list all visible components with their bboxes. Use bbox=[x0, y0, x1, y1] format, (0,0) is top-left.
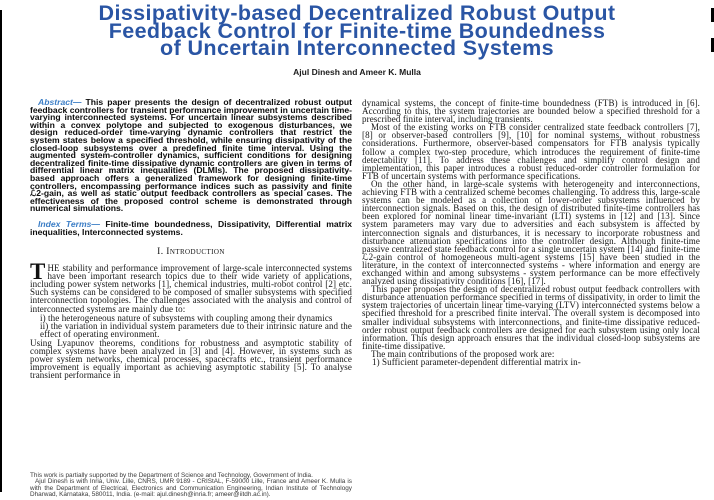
intro-paragraph-1 bbox=[30, 259, 352, 314]
abstract-text: This paper presents the design of decentralized robust output feedback controllers for transient performance improvement in uncertain time-varying interconnected systems. For uncertain linear subsystems described within a convex polytope and subjected to exogenous disturbances, we design reduced-order time-varying dynamic controllers that restrict the system states below a specified threshold, while ensuring dissipativity of the closed-loop subsystems over a predefined finite time interval. Using the augmented system-controller dynamics, sufficient conditions for designing decentralized finite-time dissipative dynamic controllers are given in terms of differential linear matrix inequalities (DLMIs). The proposed dissipativity-based approach offers a generalized framework for designing finite-time controllers, encompassing performance indices such as passivity and finite ℒ2-gain, as well as static output feedback controllers as special cases. The effectiveness of the proposed control scheme is demonstrated through numerical simulations. bbox=[30, 99, 352, 214]
intro-paragraph-2: Using Lyapunov theorems, conditions for robustness and asymptotic stability of complex systems have been analyzed in [3] and [4]. However, in systems such as power system networks, chemical processes, spacecrafts etc., transient performance improvement is equally important as achieving asymptotic stability [5]. To analyse transient performance in bbox=[30, 337, 352, 381]
footnote-affiliations: Ajul Dinesh is with Inria, Univ. Lille, CNRS, UMR 9189 - CRIStAL, F-59000 Lille, France and Ameer K. Mulla is with the Department of Electrical, Electronics and Communication Engineering, Indian Institute of Technology Dharwad, Karnataka, 580011, India. (e-mail: ajul.dinesh@inria.fr; ameer@iitdh.ac.in). bbox=[30, 478, 352, 498]
paper-title bbox=[0, 1, 714, 60]
right-paragraph-2: Most of the existing works on FTB consider centralized state feedback controllers [7], [8] or observer-based controllers [9], [10] for nominal systems, without robustness considerations. Furthermore, observer-based compensators for FTB analysis typically follow a complex two-step procedure, which introduces the requirement of finite-time detectability [11]. To address these challenges and simplify control design and implementation, this paper introduces a robust reduced-order controller formulation for FTB of uncertain systems with performance specifications. bbox=[362, 122, 700, 181]
list-item: ii) the variation in individual system parameters due to their intrinsic nature and the effect of operating environment. bbox=[40, 320, 352, 339]
paper-title-line-3: of Uncertain Interconnected Systems bbox=[160, 36, 554, 60]
page-edge-mark-left bbox=[0, 10, 2, 492]
paper-title-line-1: Dissipativity-based Decentralized Robust Output bbox=[98, 1, 616, 25]
list-item: i) the heterogeneous nature of subsystems with coupling among their dynamics bbox=[40, 312, 333, 323]
intro-dropcap: T bbox=[30, 259, 46, 285]
abstract-label: Abstract— bbox=[38, 99, 82, 107]
right-paragraph-1: dynamical systems, the concept of finite-time boundedness (FTB) is introduced in [6]. According to this, the system trajectories are bounded below a specified threshold for a prescribed finite interval, including transients. bbox=[362, 99, 700, 125]
contributions-list bbox=[362, 358, 700, 366]
paper-title-line-2: Feedback Control for Finite-time Boundedness bbox=[108, 18, 606, 43]
footnote-funding: This work is partially supported by the Department of Science and Technology, Government of India. bbox=[30, 472, 313, 480]
abstract-paragraph bbox=[30, 99, 352, 213]
section-heading-introduction: I. Introduction bbox=[157, 247, 225, 258]
right-paragraph-3: On the other hand, in large-scale systems with heterogeneity and interconnections, achieving FTB with a centralized scheme becomes challenging. To address this, large-scale systems can be modeled as a collection of lower-order subsystems influenced by interconnection signals. Based on this, the design of distributed finite-time controllers has been explored for nominal linear time-invariant (LTI) systems in [12] and [13]. Since system parameters may vary due to adversities and each subsystem is affected by interconnection signals and disturbances, it is necessary to incorporate robustness and disturbance attenuation specifications into the controller design. Although finite-time passive centralized state feedback control for a single uncertain system [14] and finite-time ℒ2-gain control of homogeneous multi-agent systems [15] have been studied in the literature, in the context of interconnected systems - where information and energy are exchanged within and among subsystems - system performance can be more effectively analyzed using dissipativity conditions [16], [17]. bbox=[362, 178, 700, 287]
index-terms-text: Finite-time boundedness, Dissipativity, Differential matrix inequalities, Interconnected systems. bbox=[30, 218, 352, 237]
index-terms-label: Index Terms— bbox=[38, 218, 100, 229]
two-column-body bbox=[30, 99, 700, 498]
footnote-block bbox=[30, 469, 352, 498]
index-terms-paragraph bbox=[30, 218, 352, 237]
right-column bbox=[362, 99, 700, 498]
right-paragraph-4: This paper proposes the design of decentralized robust output feedback controllers with disturbance attenuation performance specified in terms of dissipativity, in order to limit the system trajectories of uncertain linear time-varying (LTV) interconnected systems below a specified threshold for a prescribed finite interval. The overall system is decomposed into smaller individual subsystems with interconnections, and finite-time dissipative reduced-order robust output feedback controllers are designed for each subsystem using only local information. This design approach ensures that the individual closed-loop subsystems are finite-time dissipative. bbox=[362, 284, 700, 351]
intro-roman-list bbox=[30, 314, 352, 338]
author-line: Ajul Dinesh and Ameer K. Mulla bbox=[293, 66, 421, 77]
list-item: 1) Sufficient parameter-dependent differential matrix in- bbox=[372, 357, 581, 367]
left-column bbox=[30, 99, 352, 498]
intro-paragraph-1-text: HE stability and performance improvement of large-scale interconnected systems have been important research topics due to their wide variety of applications, including power system networks [1], chemical industries, multi-robot control [2] etc. Such systems can be considered to be composed of smaller subsystems with specified interconnection topologies. The challenges associated with the analysis and control of interconnected systems are mainly due to: bbox=[30, 263, 352, 314]
right-paragraph-5: The main contributions of the proposed work are: bbox=[371, 348, 555, 359]
